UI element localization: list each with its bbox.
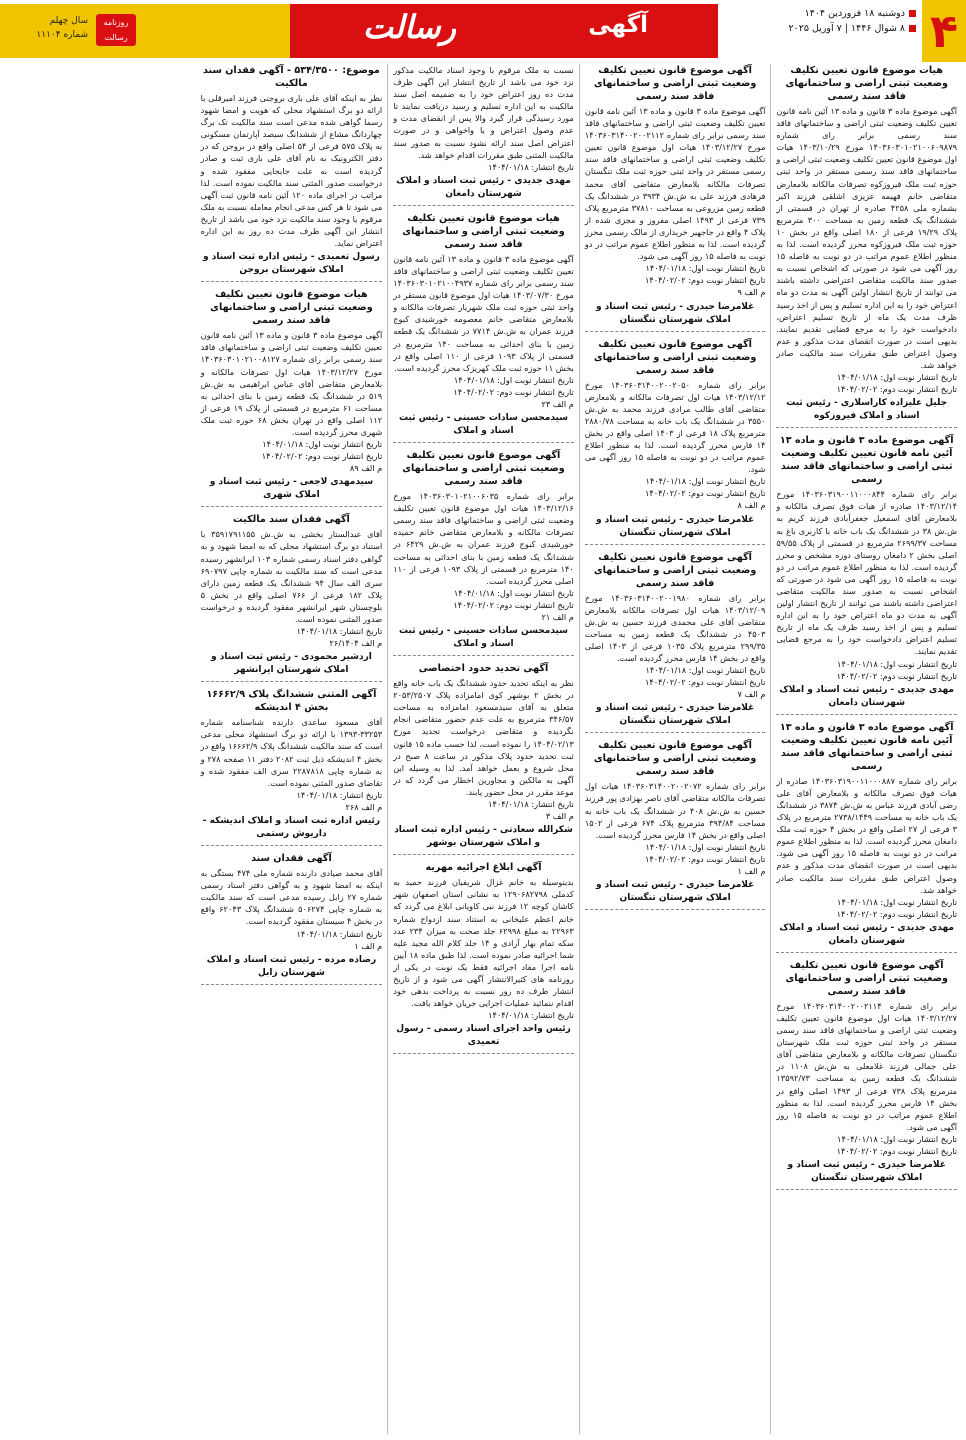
notice-date-line: تاریخ انتشار: ۱۴۰۴/۰۱/۱۸ — [296, 928, 383, 939]
column-2 — [579, 64, 771, 1434]
issue-number: شماره ۱۱۱۰۴ — [36, 30, 88, 40]
notice — [393, 64, 574, 206]
notice-signature: رئیس واحد اجرای اسناد رسمی - رسول تعمیدی — [396, 1024, 571, 1048]
column-1 — [770, 64, 962, 1434]
notice-separator — [585, 732, 766, 733]
notice-body: آقای محمد صیادی دارنده شماره ملی ۴۷۴ بستگی به اینکه به امضا شهود و به گواهی دفتر اسناد رسمی شماره ۲۷ زابل رسیده مدعی است که سند مالکیت به شماره چاپی ۵۰۶۲۷۴ ششدانگ پلاک ۶۲۰۴۳ واقع در بخش ۴ سیستان مفقود گردیده است. — [200, 868, 383, 927]
notice-body: آقای مسعود ساعدی دارنده شناسنامه شماره ۳۳۲۵۳-۱۳۹۳ با ارائه دو برگ استشهاد محلی مدعی است که سند مالکیت ششدانگ پلاک ۱۶۶۶۲/۹ واقع در بخش ۴ اندیشکه ذیل ثبت ۲۰۸۲ دفتر ۱۱ صفحه ۲۷۸ و به شماره چاپی ۲۲۸۷۸۱۸ سری الف مفقود شده و تقاضای صدور المثنی نموده است. — [200, 717, 383, 788]
bullet-icon — [909, 25, 916, 32]
notice-date-line: م الف ۲۳ — [541, 398, 574, 409]
masthead-band — [0, 4, 290, 58]
notice-title: آگهی موضوع ماده ۳ قانون و ماده ۱۳ آئین نامه قانون تعیین تکلیف وضعیت ثبتی اراضی و ساختمانهای فاقد سند رسمی — [779, 721, 954, 772]
notice-body: نسبت به ملک مرقوم با وجود اسناد مالکیت مذکور نزد خود می باشد از تاریخ انتشار این آگهی ظرف مدت ده روز اعتراض خود را به ضمیمه اصل سند مالکیت به این اداره تسلیم و رسید دریافت نمایند تا مورد رسیدگی قرار گیرد والا پس از انقضای مدت و عدم وصول اعتراض و یا واخواهی و در صورت اعتراض اصل سند ارائه نشود نسبت به صدور سند مالکیت المثنی طبق مقررات اقدام خواهد شد. — [393, 65, 574, 160]
notice-separator — [393, 442, 574, 443]
notice — [201, 513, 383, 682]
notice-signature: اردشیر محمودی - رئیس ثبت اسناد و املاک شهرستان ایرانشهر — [210, 652, 372, 676]
notice-title: آگهی موضوع قانون تعیین تکلیف وضعیت ثبتی اراضی و ساختمانهای فاقد سند رسمی — [402, 450, 565, 488]
notice-date-line: م الف ۸۹ — [349, 463, 383, 474]
notice-body: بدینوسیله به خانم غزال شریفیان فرزند حمید به کدملی ۱۲۹۰۶۸۲۷۹۸ به نشانی استان اصفهان شهر کاشان کوچه ۱۲ فرزند نبی کاویانی ابلاغ می گردد که خانم اعظم علیخانی به استناد سند ازدواج شماره ۲۲۹۶۳ به مبلغ ۶۲۹۹۸ جلد صحت به میزان ۲۳۴ عدد سکه تمام بهار آزادی و ۱۴ جلد کلام الله مجید علیه شما اجرائیه صادر نموده است. لذا طبق ماده ۱۸ آیین نامه اجرا مفاد اجرائیه فقط یک نوبت در یکی از روزنامه های کثیرالانتشار آگهی می شود و از تاریخ انتشار ظرف ده روز نسبت به پرداخت بدهی خود اقدام ننمائید عملیات اجرایی جریان خواهد یافت. — [393, 877, 574, 1009]
notice-date-line: تاریخ انتشار نوبت دوم: ۱۴۰۴/۰۲/۰۲ — [453, 386, 574, 397]
bullet-icon — [909, 10, 916, 17]
notice-signature: غلامرضا حیدری - رئیس ثبت اسناد و املاک شهرستان تنگستان — [595, 880, 755, 904]
notice-separator — [201, 681, 383, 682]
notices-columns — [4, 64, 962, 1434]
notice — [585, 338, 766, 545]
notice-date-line: تاریخ انتشار نوبت دوم: ۱۴۰۴/۰۲/۰۲ — [836, 670, 957, 681]
notice-body: برابر رای شماره ۱۴۰۳۶۰۳۰۱۰۲۱۰۰۶۰۳۵ مورخ ۱۴۰۳/۱۲/۱۶ هیات اول موضوع قانون تعیین تکلیف وضعیت ثبتی اراضی و ساختمانهای فاقد سند رسمی تصرفات مالکانه و بلامعارض متقاضی خانم حمیده خورشیدی کبوج فرزند عمران به ش.ش ۶۴۲۹ در ششدانگ یک قطعه زمین با بنای احداثی به مساحت ۱۴۰ مترمربع در قسمتی از پلاک ۱۰۹۳ فرعی از ۱۱۰ اصلی محرز گردیده است. — [393, 491, 574, 586]
notice-separator — [776, 714, 957, 715]
notice-date-line: تاریخ انتشار نوبت دوم: ۱۴۰۴/۰۲/۰۲ — [644, 488, 766, 499]
notice — [393, 449, 574, 656]
notice — [201, 852, 383, 985]
notice-separator — [776, 427, 957, 428]
notice — [776, 959, 957, 1190]
notice-date-line: تاریخ انتشار: ۱۴۰۴/۰۱/۱۸ — [488, 799, 574, 810]
notice-signature: سیدمحسن سادات حسینی - رئیس ثبت اسناد و املاک — [398, 626, 569, 650]
notice — [776, 64, 957, 428]
notice-date-line: تاریخ انتشار: ۱۴۰۴/۰۱/۱۸ — [296, 626, 383, 637]
notice-date-line: تاریخ انتشار نوبت اول: ۱۴۰۴/۰۱/۱۸ — [453, 587, 574, 598]
notice-separator — [201, 984, 383, 985]
notice-title: آگهی ابلاغ اجرائیه مهریه — [425, 862, 542, 874]
notice-date-line: تاریخ انتشار نوبت اول: ۱۴۰۴/۰۱/۱۸ — [837, 896, 957, 907]
brand-banner — [290, 4, 486, 58]
notice-title: آگهی موضوع قانون تعیین تکلیف وضعیت ثبتی اراضی و ساختمانهای فاقد سند رسمی — [593, 338, 757, 376]
column-3 — [387, 64, 579, 1434]
notice-title: آگهی موضوع قانون تعیین تکلیف وضعیت ثبتی اراضی و ساختمانهای فاقد سند رسمی — [593, 551, 757, 589]
notice-body: برابر رای شماره ۱۴۰۳۶۰۳۱۴۰۰۲۰۰۲۱۱۴ مورخ ۱۴۰۳/۱۲/۲۷ هیات اول موضوع قانون تعیین تکلیف وضعیت ثبتی اراضی و ساختمانهای فاقد سند رسمی مستقر در واحد ثبتی حوزه ثبت ملک شهرستان تنگستان تصرفات مالکانه و بلامعارض متقاضی آقای علی جمالی فرزند غلامعلی به ش.ش ۱۱۰۸ در ششدانگ یک قطعه زمین به مساحت ۱۳۵۹۲/۷۳ مترمربع پلاک ۷۳۸ فرعی از ۱۴۹۳ اصلی واقع در بخش ۱۴ فارس محرز گردیده است. لذا به منظور اطلاع عموم مراتب در دو نوبت به فاصله ۱۵ روز آگهی می شود. — [776, 1000, 958, 1132]
notice-separator — [201, 506, 383, 507]
notice — [393, 212, 574, 443]
notice-date-line: تاریخ انتشار نوبت اول: ۱۴۰۴/۰۱/۱۸ — [645, 841, 766, 852]
notice-body: آگهی موضوع ماده ۳ قانون و ماده ۱۳ آئین نامه قانون تعیین تکلیف وضعیت ثبتی اراضی و ساختمانهای فاقد سند رسمی برابر رای شماره ۱۴۰۳۶۰۳۰۱۰۲۱۰۰۸۱۲۷ مورخ ۱۴۰۳/۱۲/۲۷ هیات اول تصرفات مالکانه و بلامعارض متقاضی آقای عباس ابراهیمی به ش.ش ۵۱۹ در ششدانگ یک قطعه زمین با بنای احداثی به مساحت ۶۱ مترمربع در قسمتی از پلاک ۱۹ فرعی از ۱۱۲ اصلی واقع در تهران بخش ۶۸ حوزه ثبت ملک شهری محرز گردیده است. — [200, 330, 383, 437]
notice-separator — [393, 655, 574, 656]
notice-body: برابر رای شماره ۱۴۰۳۶۰۳۱۹۰۰۱۱۰۰۰۸۴۴ مورخ ۱۴۰۳/۱۲/۱۴ صادره از هیات فوق تصرف مالکانه و بلامعارض آقای اسمعیل جعفرآبادی فرزند کریم به ش.ش ۳۸ در ششدانگ یک باب خانه با کاربری باغ به مساحت ۲۶۹۹/۳۷ مترمربع در قسمتی از پلاک ۵۹/۵۵ اصلی بخش ۲ دامغان روستای دوزه مشخص و محرز گردیده است. لذا به منظور اطلاع عموم مراتب در دو نوبت به فاصله ۱۵ روز آگهی می شود در صورتی که اشخاص نسبت به صدور سند مالکیت متقاضی اعتراضی داشته باشند می توانند از تاریخ انتشار اولین آگهی به مدت دو ماه اعتراض خود را به این اداره تسلیم و پس از اخذ رسید ظرف یک ماه از تاریخ تسلیم اعتراض دادخواست خود را به مرجع قضایی تقدیم نمایند. — [776, 489, 957, 657]
notice-title: آگهی المثنی ششدانگ پلاک ۱۶۶۶۲/۹ بخش ۴ اندیشکه — [206, 689, 377, 714]
notice-date-line: تاریخ انتشار نوبت اول: ۱۴۰۴/۰۱/۱۸ — [837, 658, 957, 669]
notice-separator — [393, 205, 574, 206]
notice-date-line: تاریخ انتشار نوبت دوم: ۱۴۰۴/۰۲/۰۲ — [644, 677, 766, 688]
notice-body: نظر به اینکه آقای علی باری بروجنی فرزند امیرقلی با ارائه دو برگ استشهاد محلی که هویت و امضا شهود رسما گواهی شده مدعی است سند مالکیت تک برگ چهاردانگ مشاع از ششدانگ سیصد آپارتمان مسکونی به پلاک ۵۷۵ فرعی از ۵۴ اصلی واقع در بروجن که در دفتر الکترونیک به نام آقای علی باری ثبت و صادر گردیده است به علت جابجایی مفقود شده و درخواست صدور المثنی سند مالکیت نموده است. لذا مراتب در اجرای ماده ۱۲۰ آئین نامه قانون ثبت آگهی می شود تا هر کس مدعی انجام معامله نسبت به ملک مرقوم یا وجود سند مالکیت نزد خود می باشد از تاریخ انتشار این آگهی ظرف مدت ده روز به این اداره اعتراض نماید. — [200, 93, 383, 249]
notice-date-line: تاریخ انتشار نوبت دوم: ۱۴۰۴/۰۲/۰۲ — [836, 908, 957, 919]
notice-date-line: تاریخ انتشار نوبت دوم: ۱۴۰۴/۰۲/۰۲ — [453, 599, 574, 610]
notice-body: برابر رای شماره ۱۴۰۳۶۰۳۱۴۰۰۲۰۰۲۰۷۲ هیات اول تصرفات مالکانه متقاضی آقای ناصر بهزادی پور فرزند حسین به ش.ش ۴۰۸ در ششدانگ یک باب خانه به مساحت ۳۹۴/۸۴ مترمربع پلاک ۶۷۴ فرعی از ۱۵۰۲ اصلی واقع در بخش ۱۴ فارس محرز گردیده است. — [584, 781, 766, 840]
notice-date-line: تاریخ انتشار نوبت دوم: ۱۴۰۴/۰۲/۰۲ — [644, 853, 766, 864]
notice-date-line: تاریخ انتشار نوبت اول: ۱۴۰۴/۰۱/۱۸ — [645, 665, 766, 676]
notice-title: آگهی موضوع ماده ۳ قانون و ماده ۱۳ آئین نامه قانون تعیین تکلیف وضعیت ثبتی اراضی و ساختمانهای فاقد سند رسمی — [779, 435, 954, 486]
notice-title: هیات موضوع قانون تعیین تکلیف وضعیت ثبتی اراضی و ساختمانهای فاقد سند رسمی — [785, 65, 948, 102]
notice-body: برابر رای شماره ۱۴۰۳۶۰۳۱۹۰۰۱۱۰۰۰۸۸۷ صادره از هیات فوق تصرف مالکانه و بلامعارض آقای علی رضی آبادی فرزند عباس به ش.ش ۳۸۷۴ در ششدانگ یک باب خانه به مساحت ۲۷۳۸/۱۴۴۹ مترمربع در پلاک ۳ فرعی از ۲۷ اصلی واقع در بخش ۴ حوزه ثبت ملک دامغان محرز گردیده است. لذا به منظور اطلاع عموم مراتب در دو نوبت به فاصله ۱۵ روز آگهی می شود. بدیهی است در صورت انقضای مدت مذکور و عدم وصول اعتراض طبق مقررات سند مالکیت صادر خواهد شد. — [776, 775, 957, 895]
notice-date-line: م الف ۳ — [545, 811, 574, 822]
notice-signature: شکرالله سعادتی - رئیس اداره ثبت اسناد و املاک شهرستان بوشهر — [394, 825, 573, 849]
notice-separator — [201, 281, 383, 282]
notice-date-line: م الف ۹ — [737, 287, 766, 298]
date-secondary: ۸ شوال ۱۴۴۶ | ۷ آوریل ۲۰۲۵ — [788, 23, 905, 34]
notice-body: برابر رای شماره ۱۴۰۳۶۰۳۱۴۰۰۲۰۰۲۰۵۰ مورخ ۱۴۰۳/۱۲/۱۲ هیات اول تصرفات مالکانه و بلامعارض متقاضی آقای طالب مرادی فرزند محمد به ش.ش ۳۵۵۰ در ششدانگ یک باب خانه به مساحت ۲۸۸۰/۷۸ مترمربع پلاک ۱۸ فرعی از ۱۴۰۳ اصلی واقع در بخش ۱۴ فارس محرز گردیده است. لذا به منظور اطلاع عموم مراتب در دو نوبت به فاصله ۱۵ روز آگهی می شود. — [584, 379, 766, 475]
page-number: ۴ — [929, 4, 959, 58]
notice-title: هیات موضوع قانون تعیین تکلیف وضعیت ثبتی اراضی و ساختمانهای فاقد سند رسمی — [210, 289, 373, 327]
notice-signature: رسول تعمیدی - رئیس اداره ثبت اسناد و املاک شهرستان بروجن — [203, 252, 380, 276]
notice-separator — [585, 544, 766, 545]
notice-date-line: تاریخ انتشار نوبت دوم: ۱۴۰۴/۰۲/۰۲ — [836, 384, 957, 395]
notice-date-line: م الف ۷ — [737, 689, 766, 700]
page-header — [0, 0, 966, 62]
notice-separator — [585, 331, 766, 332]
notice-title: موضوع: ۵۳۴/۳۵۰۰ - آگهی فقدان سند مالکیت — [203, 65, 380, 89]
notice-date-line: تاریخ انتشار: ۱۴۰۴/۰۱/۱۸ — [488, 161, 574, 172]
notice-signature: سیدمحسن سادات حسینی - رئیس ثبت اسناد و املاک — [398, 413, 569, 437]
notice — [776, 721, 957, 953]
notice-date-line: تاریخ انتشار نوبت دوم: ۱۴۰۴/۰۲/۰۲ — [644, 275, 766, 286]
notice-title: آگهی تحدید حدود اختصاصی — [418, 663, 549, 675]
notice-body: آگهی موضوع ماده ۳ قانون و ماده ۱۳ آئین نامه قانون تعیین تکلیف وضعیت ثبتی اراضی و ساختمانهای فاقد سند رسمی برابر رای شماره ۱۴۰۳۶۰۳۰۱۰۲۱۰۰۴۹۳۷ مورخ ۱۴۰۳/۰۷/۳۰ هیات اول موضوع قانون مستقر در واحد ثبتی حوزه ثبت ملک شهریار تصرفات مالکانه و بلامعارض متقاضی خانم معصومه خورشیدی کبوج فرزند عمران به ش.ش ۷۷۱۴ در ششدانگ یک قطعه زمین با بنای احداثی به مساحت ۱۴۰ مترمربع در قسمتی از پلاک ۱۰۹۳ فرعی از ۱۱۰ اصلی واقع در بخش ۱۱ حوزه ثبت ملک کهریزک محرز گردیده است. — [393, 253, 574, 373]
notice — [393, 861, 574, 1054]
notice-body: نظر به اینکه تحدید حدود ششدانگ یک باب خانه واقع در بخش ۲ بوشهر کوی امامزاده پلاک ۲۰۵۳/۲۵۰۷ متعلق به آقای سیدمسعود امامزاده به مساحت ۳۴۶/۵۷ مترمربع به علت عدم حضور متقاضی انجام نگردیده و متقاضی درخواست تجدید مورخ ۱۴۰۴/۰۲/۱۳ را نموده است، لذا حسب ماده ۱۵ قانون ثبت تحدید حدود پلاک مذکور در ساعت ۸ صبح در محل شروع و بعمل خواهد آمد. لذا به وسیله این آگهی به مالکین و مجاورین اخطار می گردد که در موعد مقرر در محل حضور یابند. — [393, 678, 574, 797]
notice-date-line: م الف ۱ — [354, 940, 383, 951]
notice-body: آگهی موضوع ماده ۳ قانون و ماده ۱۳ آئین نامه قانون تعیین تکلیف وضعیت ثبتی اراضی و ساختمانهای فاقد سند رسمی برابر رای شماره ۱۴۰۳۶۰۳۰۱۰۲۱۰۰۶۰۹۸۷۹ مورخ ۱۴۰۳/۱۰/۲۹ هیات اول موضوع قانون تعیین تکلیف وضعیت ثبتی اراضی و ساختمانهای فاقد سند رسمی مستقر در واحد ثبتی حوزه ثبت ملک فیروزکوه تصرفات مالکانه بلامعارض متقاضی خانم فهیمه عزیزی اشلقی فرزند اکبر بشماره ملی ۴۲۵۸ صادره از تهران در قسمتی از ششدانگ یک قطعه زمین به مساحت ۳۰۰ مترمربع پلاک ۱۹/۲۹ فرعی از ۱۸۰ اصلی واقع در بخش ۱۰ حوزه ثبت ملک فیروزکوه محرز گردیده است. لذا به منظور اطلاع عموم مراتب در دو نوبت به فاصله ۱۵ روز آگهی می شود در صورتی که اشخاص نسبت به صدور سند مالکیت متقاضی اعتراضی داشته باشند می توانند از تاریخ انتشار اولین آگهی به مدت دو ماه اعتراض خود را به این اداره تسلیم و پس از اخذ رسید ظرف مدت یک ماه از تاریخ تسلیم اعتراض، دادخواست خود را به مرجع قضایی تقدیم نمایند. بدیهی است در صورت انقضای مدت مذکور و عدم وصول اعتراض طبق مقررات سند مالکیت صادر خواهد شد. — [776, 106, 958, 370]
notice-body: آگهی موضوع ماده ۳ قانون و ماده ۱۳ آئین نامه قانون تعیین تکلیف وضعیت ثبتی اراضی و ساختمانهای فاقد سند رسمی برابر رای شماره ۱۴۰۳۶۰۳۱۴۰۰۲۰۰۲۱۱۲ مورخ ۱۴۰۳/۱۲/۲۷ هیات اول موضوع قانون تعیین تکلیف وضعیت ثبتی اراضی و ساختمانهای فاقد سند رسمی مستقر در واحد ثبتی حوزه ثبت ملک تنگستان تصرفات مالکانه بلامعارض متقاضی آقای محمد فرهادی فرزند علی به ش.ش ۳۹۳۴ در ششدانگ یک قطعه زمین مزروعی به مساحت ۳۷۸۱۰ مترمربع پلاک ۷۳۹ فرعی از ۱۴۹۳ اصلی مفروز و مجزی شده از پلاک ۴ واقع در جاجهیر خریداری از مالک رسمی محرز گردیده است. لذا به منظور اطلاع عموم مراتب در دو نوبت به فاصله ۱۵ روز آگهی می شود. — [584, 106, 766, 262]
page-number-badge — [922, 0, 966, 62]
notice-date-line: م الف ۲۶۸ — [345, 801, 383, 812]
notice-signature: غلامرضا حیدری - رئیس ثبت اسناد و املاک شهرستان تنگستان — [787, 1160, 946, 1184]
notice-date-line: تاریخ انتشار نوبت دوم: ۱۴۰۴/۰۲/۰۲ — [836, 1146, 957, 1156]
notice-date-line: تاریخ انتشار نوبت اول: ۱۴۰۴/۰۱/۱۸ — [262, 439, 383, 450]
notice — [776, 434, 957, 715]
notice-signature: غلامرضا حیدری - رئیس ثبت اسناد و املاک شهرستان تنگستان — [595, 703, 755, 727]
notice-signature: مهدی جدیدی - رئیس ثبت اسناد و املاک شهرستان دامغان — [779, 684, 954, 708]
notice-date-line: م الف ۱ — [737, 866, 766, 877]
notice-separator — [393, 854, 574, 855]
newspaper-logo: روزنامه رسالت — [96, 14, 136, 46]
column-4 — [196, 64, 388, 1434]
notice-title: آگهی فقدان سند — [251, 853, 332, 865]
notice-date-line: م الف ۲۱ — [541, 612, 574, 622]
notice-date-line: تاریخ انتشار: ۱۴۰۴/۰۱/۱۸ — [296, 789, 383, 800]
notice — [585, 64, 766, 332]
notice-date-line: م الف ۸ — [737, 500, 766, 511]
notice-date-line: م الف ۲۶/۱۴۰۴ — [329, 638, 383, 649]
notice-date-line: تاریخ انتشار نوبت اول: ۱۴۰۴/۰۱/۱۸ — [837, 372, 957, 383]
notice-signature: غلامرضا حیدری - رئیس ثبت اسناد و املاک شهرستان تنگستان — [595, 514, 755, 538]
notice-title: آگهی موضوع قانون تعیین تکلیف وضعیت ثبتی اراضی و ساختمانهای فاقد سند رسمی — [593, 65, 757, 102]
notice-signature: غلامرضا حیدری - رئیس ثبت اسناد و املاک شهرستان تنگستان — [595, 301, 755, 325]
notice — [393, 662, 574, 855]
notice-signature: مهدی جدیدی - رئیس ثبت اسناد و املاک شهرستان دامغان — [396, 175, 571, 199]
issue-info — [8, 14, 88, 42]
notice-date-line: تاریخ انتشار نوبت دوم: ۱۴۰۴/۰۲/۰۲ — [261, 451, 383, 462]
notice-signature: جلیل علیزاده کاراسلاری - رئیس ثبت اسناد و املاک فیروزکوه — [786, 398, 948, 422]
notice-signature: سیدمهدی لاجعی - رئیس ثبت اسناد و املاک شهری — [209, 477, 374, 501]
notice-separator — [776, 1189, 957, 1190]
notice-date-line: تاریخ انتشار: ۱۴۰۴/۰۱/۱۸ — [488, 1010, 574, 1021]
notice-date-line: تاریخ انتشار نوبت اول: ۱۴۰۴/۰۱/۱۸ — [645, 263, 766, 274]
notice-date-line: تاریخ انتشار نوبت اول: ۱۴۰۴/۰۱/۱۸ — [837, 1133, 957, 1144]
notice-separator — [201, 845, 383, 846]
notice-separator — [776, 952, 957, 953]
notice-body: برابر رای شماره ۱۴۰۳۶۰۳۱۴۰۰۲۰۰۱۹۸۰ مورخ ۱۴۰۳/۱۲/۰۹ هیات اول تصرفات مالکانه بلامعارض متقاضی آقای علی محمدی فرزند حسین به ش.ش ۴۵۰۳ در ششدانگ یک قطعه زمین به مساحت ۲۹۹/۳۵ مترمربع پلاک ۱۰۳۵ فرعی از ۱۴۰۳ اصلی واقع در بخش ۱۴ فارس محرز گردیده است. — [584, 592, 766, 663]
notice-separator — [393, 1053, 574, 1054]
notice-title: آگهی فقدان سند مالکیت — [233, 514, 350, 526]
section-banner — [486, 4, 718, 58]
notice-title: هیات موضوع قانون تعیین تکلیف وضعیت ثبتی اراضی و ساختمانهای فاقد سند رسمی — [402, 212, 565, 250]
notice-date-line: تاریخ انتشار نوبت اول: ۱۴۰۴/۰۱/۱۸ — [453, 374, 574, 385]
notice-signature: رئیس اداره ثبت اسناد و املاک اندیشکه - داریوش رستمی — [202, 816, 381, 840]
notice — [585, 551, 766, 734]
notice-signature: مهدی جدیدی - رئیس ثبت اسناد و املاک شهرستان دامغان — [779, 922, 954, 946]
notice — [201, 688, 383, 846]
notice-title: آگهی موضوع قانون تعیین تکلیف وضعیت ثبتی اراضی و ساختمانهای فاقد سند رسمی — [593, 740, 757, 778]
date-block — [726, 6, 916, 36]
notice-title: آگهی موضوع قانون تعیین تکلیف وضعیت ثبتی اراضی و ساختمانهای فاقد سند رسمی — [785, 959, 948, 997]
date-persian: دوشنبه ۱۸ فروردین ۱۴۰۴ — [804, 8, 905, 19]
notice — [201, 64, 383, 282]
notice — [585, 739, 766, 910]
newspaper-name: رسالت — [362, 8, 456, 46]
notice-body: آقای عبدالستار بخشی به ش.ش ۳۵۹۱۷۹۱۱۵۵ با استناد دو برگ استشهاد محلی که به امضا شهود و به گواهی دفتر اسناد رسمی شماره ۱۰۳ ایرانشهر رسیده مدعی است که سند مالکیت به شماره چاپی ۶۹۰۷۹۷ سری الف سال ۹۴ ششدانگ یک قطعه زمین دارای پلاک ۱۸۲ فرعی از ۷۶۶ اصلی واقع در بخش ۵ بلوچستان شهر ایرانشهر مفقود گردیده و درخواست صدور المثنی نموده است. — [200, 529, 383, 624]
notice — [201, 288, 383, 507]
notice-date-line: تاریخ انتشار نوبت اول: ۱۴۰۴/۰۱/۱۸ — [645, 476, 766, 487]
year-label: سال چهلم — [49, 16, 88, 26]
notice-signature: رضاده مرده - رئیس ثبت اسناد و املاک شهرستان زابل — [206, 954, 377, 978]
notice-separator — [585, 909, 766, 910]
section-title: آگهی — [588, 12, 648, 38]
